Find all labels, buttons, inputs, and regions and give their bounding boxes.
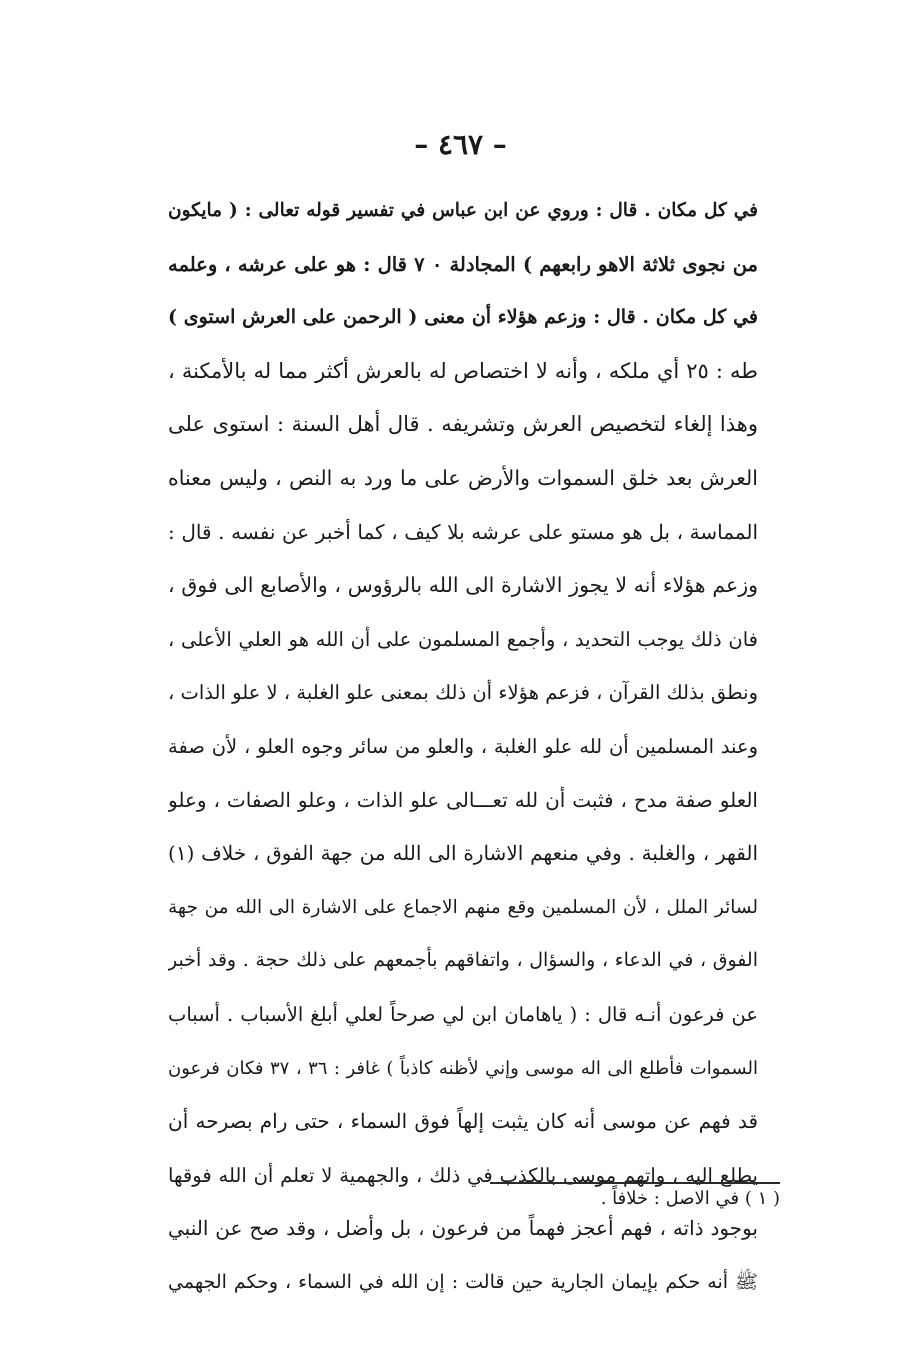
text-line: فان ذلك يوجب التحديد ، وأجمع المسلمون على أن الله هو العلي الأعلى ، <box>168 627 758 651</box>
text-line: الفوق ، في الدعاء ، والسؤال ، واتفاقهم بأجمعهم على ذلك حجة . وقد أخبر <box>168 949 758 972</box>
text-line: وزعم هؤلاء أنه لا يجوز الاشارة الى الله بالرؤوس ، والأصابع الى فوق ، <box>168 573 758 598</box>
text-line: العلو صفة مدح ، فثبت أن لله تعـــالى علو الذات ، وعلو الصفات ، وعلو <box>168 787 758 812</box>
text-line: بوجود ذاته ، فهم أعجز فهماً من فرعون ، بل وأضل ، وقد صح عن النبي <box>168 1216 758 1241</box>
text-line: في كل مكان . قال : وروي عن ابن عباس في تفسير قوله تعالى : ( مايكون <box>168 200 758 221</box>
text-line: من نجوى ثلاثة الاهو رابعهم ) المجادلة ٠ ٧ قال : هو على عرشه ، وعلمه <box>168 252 758 276</box>
text-line: طه : ٢٥ أي ملكه ، وأنه لا اختصاص له بالعرش أكثر مما له بالأمكنة ، <box>168 358 758 383</box>
text-line: القهر ، والغلبة . وفي منعهم الاشارة الى الله من جهة الفوق ، خلاف (١) <box>168 841 758 866</box>
text-line: السموات فأطلع الى اله موسى وإني لأظنه كاذباً ) غافر : ٣٦ ، ٣٧ فكان فرعون <box>168 1057 758 1079</box>
text-line: ﷺ أنه حكم بإيمان الجارية حين قالت : إن الله في السماء ، وحكم الجهمي <box>168 1270 758 1293</box>
text-line: وهذا إلغاء لتخصيص العرش وتشريفه . قال أهل السنة : استوى على <box>168 412 758 437</box>
text-line: يطلع اليه ، واتهم موسى بالكذب في ذلك ، والجهمية لا تعلم أن الله فوقها <box>168 1163 758 1187</box>
text-line: في كل مكان . قال : وزعم هؤلاء أن معنى ( الرحمن على العرش استوى ) <box>168 306 758 329</box>
text-line: المماسة ، بل هو مستو على عرشه بلا كيف ، كما أخبر عن نفسه . قال : <box>168 519 758 544</box>
text-line: عن فرعون أنـه قال : ( ياهامان ابن لي صرحاً لعلي أبلغ الأسباب . أسباب <box>168 1002 758 1026</box>
text-line: قد فهم عن موسى أنه كان يثبت إلهاً فوق السماء ، حتى رام بصرحه أن <box>168 1109 758 1134</box>
footnote: ( ١ ) في الاصل : خلافاً . <box>600 1188 780 1209</box>
text-line: ونطق بذلك القرآن ، فزعم هؤلاء أن ذلك بمعنى علو الغلبة ، لا علو الذات ، <box>168 681 758 705</box>
page-number: – ٤٦٧ – <box>414 128 507 161</box>
text-line: لسائر الملل ، لأن المسلمين وقع منهم الاجماع على الاشارة الى الله من جهة <box>168 896 758 918</box>
text-line: وعند المسلمين أن لله علو الغلبة ، والعلو من سائر وجوه العلو ، لأن صفة <box>168 734 758 758</box>
body-text <box>168 184 758 1309</box>
text-line: العرش بعد خلق السموات والأرض على ما ورد به النص ، وليس معناه <box>168 465 758 490</box>
